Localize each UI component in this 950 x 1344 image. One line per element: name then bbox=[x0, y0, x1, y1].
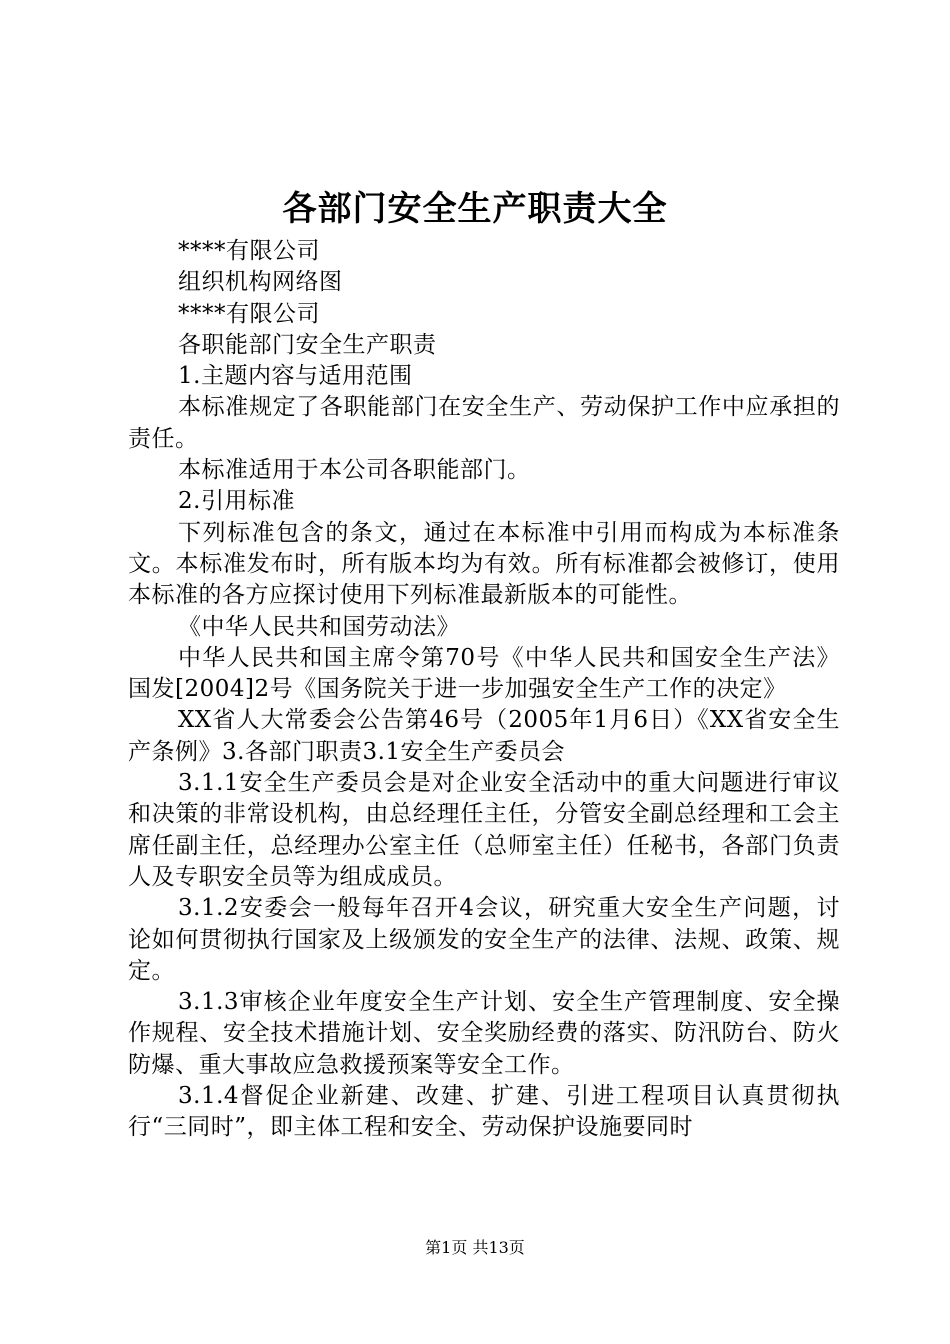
body-paragraph: 3.1.4督促企业新建、改建、扩建、引进工程项目认真贯彻执行“三同时”，即主体工程和安全、劳动保护设施要同时 bbox=[128, 1083, 840, 1141]
body-paragraph: 3.1.3审核企业年度安全生产计划、安全生产管理制度、安全操作规程、安全技术措施计划、安全奖励经费的落实、防汛防台、防火防爆、重大事故应急救援预案等安全工作。 bbox=[128, 989, 840, 1078]
section-heading: 2.引用标准 bbox=[178, 488, 295, 515]
section-heading: 1.主题内容与适用范围 bbox=[178, 363, 413, 390]
reference-item: XX省人大常委会公告第46号（2005年1月6日）《XX省安全生产条例》3.各部门职责3.1安全生产委员会 bbox=[128, 707, 840, 765]
document-body bbox=[128, 236, 840, 1144]
body-paragraph: 本标准适用于本公司各职能部门。 bbox=[178, 457, 531, 484]
reference-item: 中华人民共和国主席令第70号《中华人民共和国安全生产法》国发[2004]2号《国务院关于进一步加强安全生产工作的决定》 bbox=[128, 644, 840, 703]
page-number-footer: 第1页 共13页 bbox=[425, 1238, 525, 1257]
body-paragraph: 3.1.1安全生产委员会是对企业安全活动中的重大问题进行审议和决策的非常设机构，由总经理任主任，分管安全副总经理和工会主席任副主任，总经理办公室主任（总师室主任）任秘书，各部门负责人及专职安全员等为组成成员。 bbox=[128, 770, 840, 890]
section-heading: 各职能部门安全生产职责 bbox=[178, 331, 437, 358]
company-name-line: ****有限公司 bbox=[178, 300, 320, 327]
body-paragraph: 3.1.2安委会一般每年召开4会议，研究重大安全生产问题，讨论如何贯彻执行国家及上级颁发的安全生产的法律、法规、政策、规定。 bbox=[128, 895, 840, 984]
org-chart-heading: 组织机构网络图 bbox=[178, 269, 343, 296]
reference-item: 《中华人民共和国劳动法》 bbox=[178, 613, 460, 640]
company-name-line: ****有限公司 bbox=[178, 238, 320, 264]
document-title: 各部门安全生产职责大全 bbox=[282, 189, 668, 229]
body-paragraph: 本标准规定了各职能部门在安全生产、劳动保护工作中应承担的责任。 bbox=[128, 394, 840, 452]
body-paragraph: 下列标准包含的条文，通过在本标准中引用而构成为本标准条文。本标准发布时，所有版本均为有效。所有标准都会被修订，使用本标准的各方应探讨使用下列标准最新版本的可能性。 bbox=[128, 519, 840, 609]
